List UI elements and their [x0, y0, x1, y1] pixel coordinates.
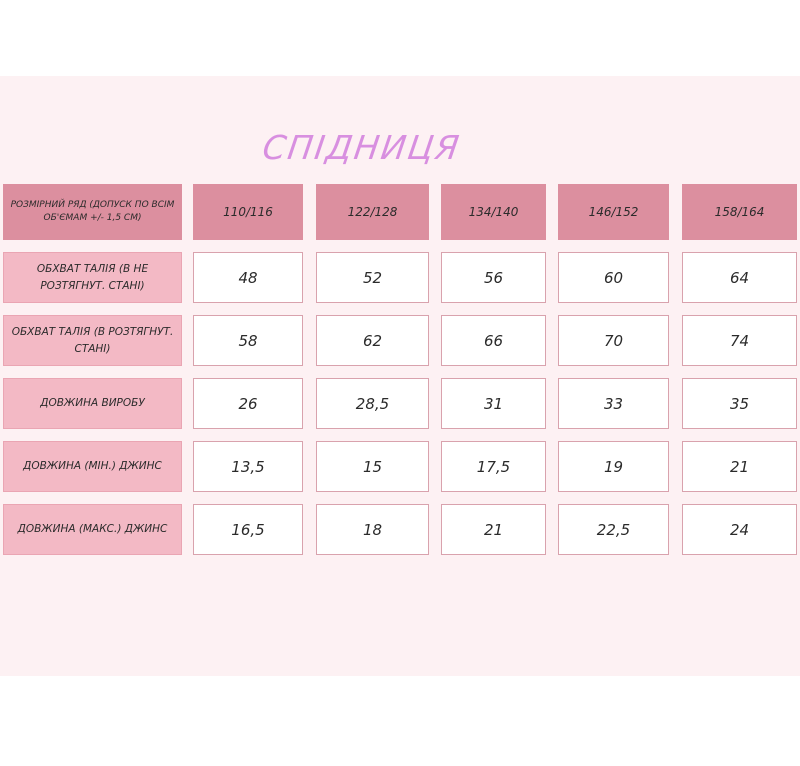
table-cell: 16,5 — [193, 504, 303, 555]
table-cell: 48 — [193, 252, 303, 303]
page-title — [2, 128, 722, 167]
table-cell: 35 — [682, 378, 797, 429]
table-cell: 21 — [682, 441, 797, 492]
table-cell: 26 — [193, 378, 303, 429]
table-cell: 15 — [316, 441, 429, 492]
table-cell: 64 — [682, 252, 797, 303]
row-label-waist-stretched: ОБХВАТ ТАЛІЯ (В РОЗТЯГНУТ. СТАНІ) — [3, 315, 182, 366]
table-cell: 17,5 — [441, 441, 546, 492]
table-cell: 13,5 — [193, 441, 303, 492]
table-cell: 28,5 — [316, 378, 429, 429]
size-header-1: 122/128 — [316, 184, 429, 240]
header-label-cell: РОЗМІРНИЙ РЯД (ДОПУСК ПО ВСІМ ОБ'ЄМАМ +/- 1,5 СМ) — [3, 184, 182, 240]
row-label-jeans-min-length: ДОВЖИНА (МІН.) ДЖИНС — [3, 441, 182, 492]
table-cell: 58 — [193, 315, 303, 366]
row-label-waist-relaxed: ОБХВАТ ТАЛІЯ (В НЕ РОЗТЯГНУТ. СТАНІ) — [3, 252, 182, 303]
row-label-jeans-max-length: ДОВЖИНА (МАКС.) ДЖИНС — [3, 504, 182, 555]
table-cell: 21 — [441, 504, 546, 555]
table-cell: 52 — [316, 252, 429, 303]
table-cell: 70 — [558, 315, 669, 366]
table-cell: 33 — [558, 378, 669, 429]
size-header-2: 134/140 — [441, 184, 546, 240]
table-cell: 19 — [558, 441, 669, 492]
page-title-text: СПІДНИЦЯ — [260, 128, 464, 167]
size-header-4: 158/164 — [682, 184, 797, 240]
table-cell: 60 — [558, 252, 669, 303]
table-cell: 66 — [441, 315, 546, 366]
size-header-0: 110/116 — [193, 184, 303, 240]
table-cell: 56 — [441, 252, 546, 303]
size-header-3: 146/152 — [558, 184, 669, 240]
table-cell: 74 — [682, 315, 797, 366]
table-cell: 62 — [316, 315, 429, 366]
table-cell: 24 — [682, 504, 797, 555]
table-cell: 22,5 — [558, 504, 669, 555]
table-cell: 31 — [441, 378, 546, 429]
table-cell: 18 — [316, 504, 429, 555]
row-label-product-length: ДОВЖИНА ВИРОБУ — [3, 378, 182, 429]
